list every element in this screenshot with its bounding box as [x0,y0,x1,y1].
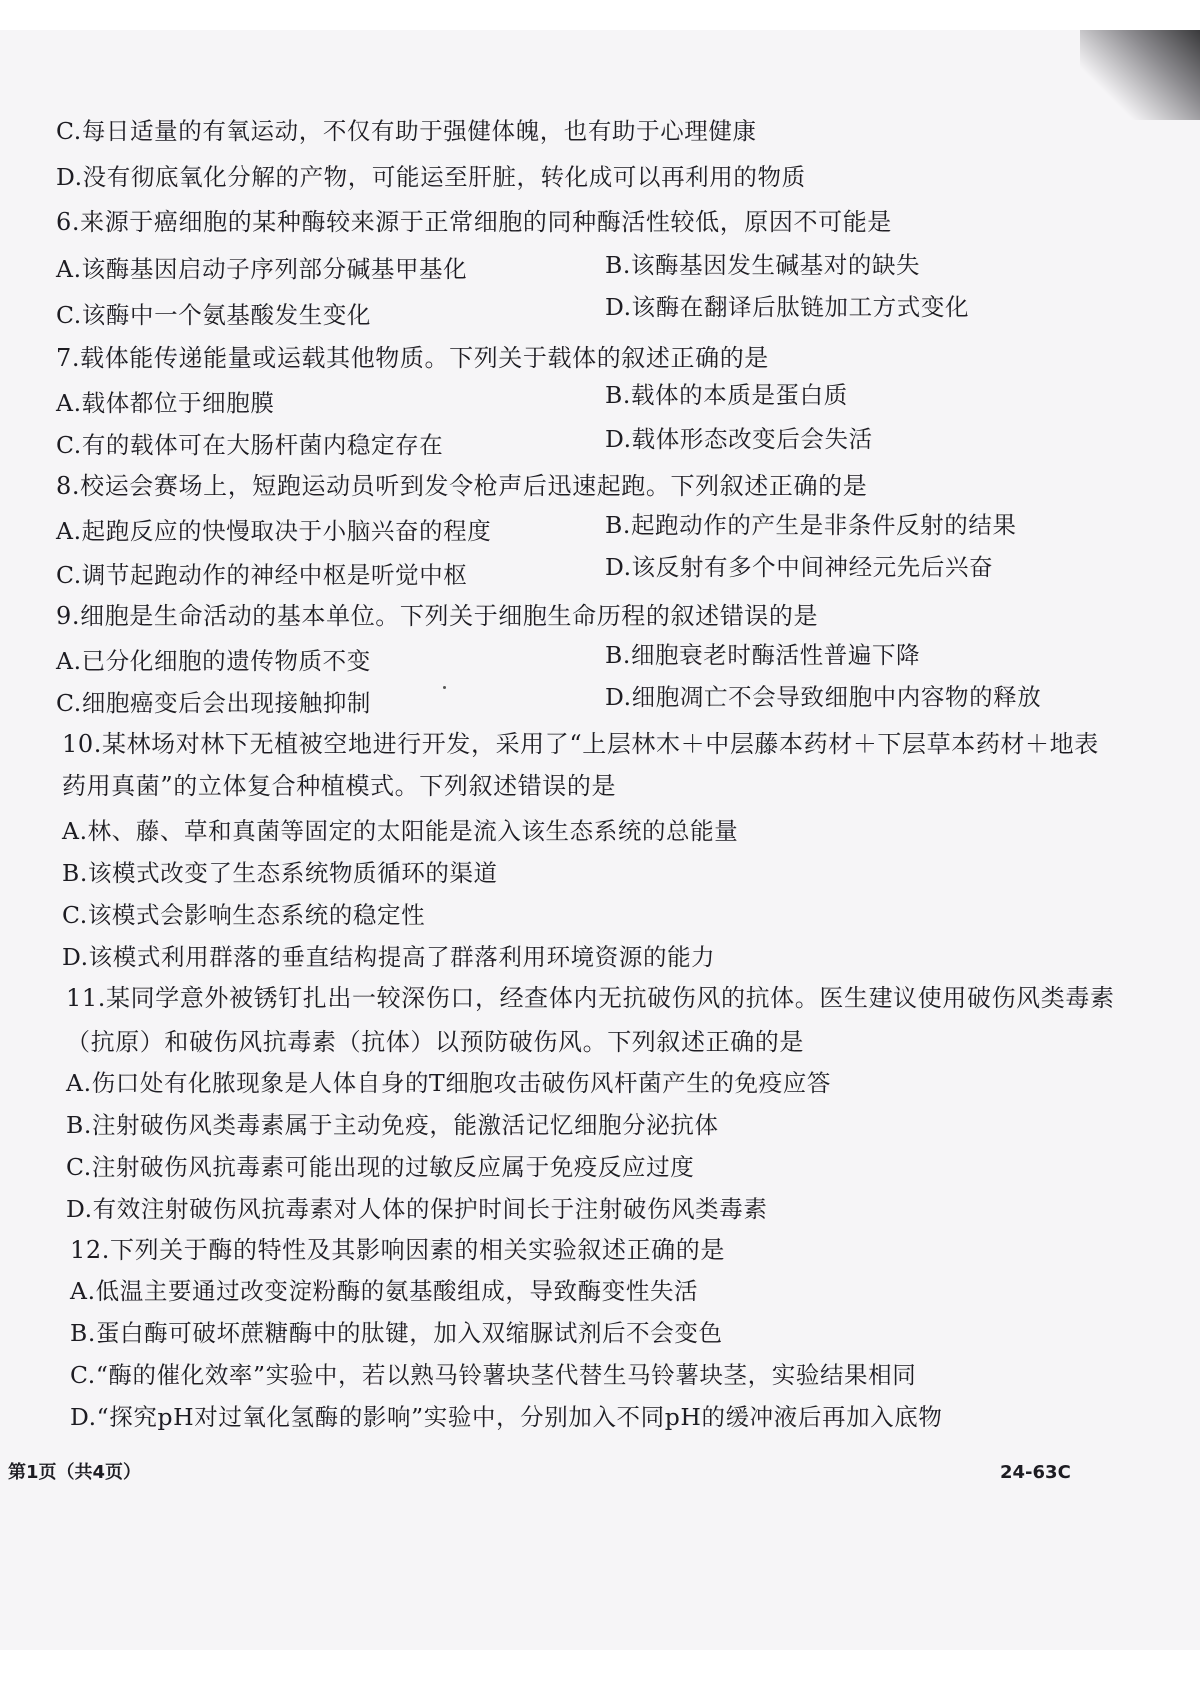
option-a: A.已分化细胞的遗传物质不变 [56,647,371,675]
page-corner-shadow [1080,30,1200,120]
ink-dot [443,686,446,689]
option-b: B.注射破伤风类毒素属于主动免疫，能激活记忆细胞分泌抗体 [66,1111,719,1139]
page-number: 第1页（共4页） [8,1462,142,1483]
option-b: B.该酶基因发生碱基对的缺失 [605,251,921,279]
option-c: C.该酶中一个氨基酸发生变化 [56,301,372,329]
option-a: A.该酶基因启动子序列部分碱基甲基化 [56,255,468,283]
question-stem: 7.载体能传递能量或运载其他物质。下列关于载体的叙述正确的是 [56,344,769,372]
question-stem: 8.校运会赛场上，短跑运动员听到发令枪声后迅速起跑。下列叙述正确的是 [56,472,868,500]
option-d: D.有效注射破伤风抗毒素对人体的保护时间长于注射破伤风类毒素 [66,1195,768,1223]
question-stem: 11.某同学意外被锈钉扎出一较深伤口，经查体内无抗破伤风的抗体。医生建议使用破伤风类毒素 [66,984,1115,1012]
option-c: C.有的载体可在大肠杆菌内稳定存在 [56,431,444,459]
option-d: D.该酶在翻译后肽链加工方式变化 [605,293,970,321]
option-a: A.载体都位于细胞膜 [56,389,275,417]
question-stem: 6.来源于癌细胞的某种酶较来源于正常细胞的同种酶活性较低，原因不可能是 [56,208,892,236]
option-a: A.伤口处有化脓现象是人体自身的T细胞攻击破伤风杆菌产生的免疫应答 [66,1069,831,1097]
option-a: A.起跑反应的快慢取决于小脑兴奋的程度 [56,517,492,545]
option-a: A.林、藤、草和真菌等固定的太阳能是流入该生态系统的总能量 [62,817,739,845]
option-c: C.细胞癌变后会出现接触抑制 [56,689,372,717]
option-d: D.该模式利用群落的垂直结构提高了群落利用环境资源的能力 [62,943,716,971]
question-stem-continued: 药用真菌”的立体复合种植模式。下列叙述错误的是 [62,772,617,800]
option-b: B.该模式改变了生态系统物质循环的渠道 [62,859,498,887]
option-d: D.该反射有多个中间神经元先后兴奋 [605,553,994,581]
option-d: D.载体形态改变后会失活 [605,425,873,453]
option-d: D.细胞凋亡不会导致细胞中内容物的释放 [605,683,1042,711]
question-stem: 9.细胞是生命活动的基本单位。下列关于细胞生命历程的叙述错误的是 [56,602,819,630]
text-line: D.没有彻底氧化分解的产物，可能运至肝脏，转化成可以再利用的物质 [56,163,806,191]
paper-code: 24-63C [1000,1462,1071,1483]
option-c: C.注射破伤风抗毒素可能出现的过敏反应属于免疫反应过度 [66,1153,695,1181]
text-line: C.每日适量的有氧运动，不仅有助于强健体魄，也有助于心理健康 [56,117,757,145]
option-a: A.低温主要通过改变淀粉酶的氨基酸组成，导致酶变性失活 [70,1277,699,1305]
question-stem-continued: （抗原）和破伤风抗毒素（抗体）以预防破伤风。下列叙述正确的是 [66,1028,804,1056]
option-b: B.细胞衰老时酶活性普遍下降 [605,641,921,669]
option-c: C.该模式会影响生态系统的稳定性 [62,901,426,929]
option-c: C.“酶的催化效率”实验中，若以熟马铃薯块茎代替生马铃薯块茎，实验结果相同 [70,1361,917,1389]
option-d: D.“探究pH对过氧化氢酶的影响”实验中，分别加入不同pH的缓冲液后再加入底物 [70,1403,943,1431]
option-c: C.调节起跑动作的神经中枢是听觉中枢 [56,561,468,589]
question-stem: 10.某林场对林下无植被空地进行开发，采用了“上层林木＋中层藤本药材＋下层草本药材＋地表 [62,730,1099,758]
question-stem: 12.下列关于酶的特性及其影响因素的相关实验叙述正确的是 [70,1236,725,1264]
option-b: B.起跑动作的产生是非条件反射的结果 [605,511,1017,539]
option-b: B.载体的本质是蛋白质 [605,381,848,409]
option-b: B.蛋白酶可破坏蔗糖酶中的肽键，加入双缩脲试剂后不会变色 [70,1319,723,1347]
